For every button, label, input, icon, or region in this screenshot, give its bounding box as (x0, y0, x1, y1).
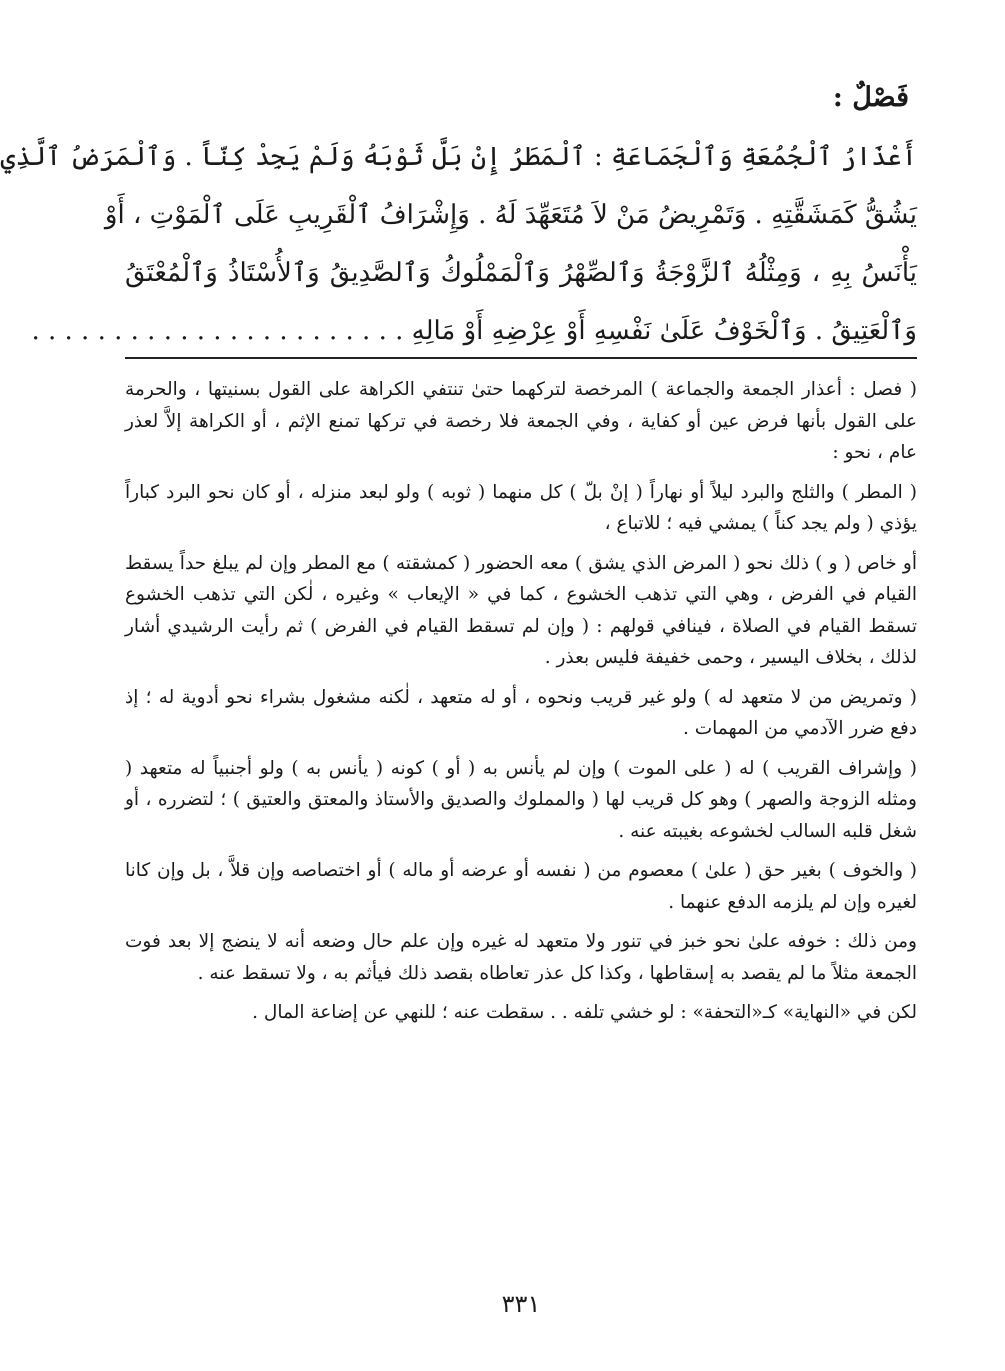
quoted-matn: يأنس به (306, 757, 369, 779)
commentary-text: ( (902, 481, 917, 503)
commentary-text: ومن ذلك : خوفه علىٰ نحو خبز في تنور ولا متعهد له غيره وإن علم حال وضعه أنه لا ينضج إلا بعد فوت الجمعة مثلاً ما لم يقصد به إسقاطها ، وكذا كل عذر تعاطاه بقصد ذلك فيأثم به ، ولا تسقط عنه . (125, 931, 917, 984)
commentary-text: ( (903, 860, 918, 881)
quoted-matn: والخوف (842, 860, 903, 881)
page-number: ٣٣١ (501, 1290, 541, 1318)
section-heading: فَصْلٌ : (832, 82, 909, 113)
matn-line-4: وَٱلْعَتِيقُ . وَٱلْخَوْفُ عَلَىٰ نَفْسِهِ أَوْ عِرْضِهِ أَوْ مَالِهِ . . . . . . . . . . . . . . . . . . . . . . . (31, 316, 917, 346)
commentary-text: ) له ( (716, 757, 777, 779)
commentary-text: ) ولو غير قريب ونحوه ، أو له متعهد ، لٰكنه مشغول بشراء نحو أدوية له ؛ إذ دفع ضرر الآدمي من المهمات . (125, 686, 917, 739)
quoted-matn: كمشقته (395, 552, 457, 574)
commentary-paragraph (125, 855, 917, 918)
matn-line-1: أَعْذَارُ ٱلْجُمُعَةِ وَٱلْجَمَاعَةِ : ٱلْمَطَرُ إِنْ بَلَّ ثَوْبَهُ وَلَمْ يَجِدْ كِنّاً . وَٱلْمَرَضُ ٱلَّذِي (0, 142, 917, 172)
commentary-paragraph (125, 997, 917, 1029)
commentary-text: ( (902, 379, 917, 400)
commentary-text: ) كل منهما ( (470, 481, 584, 503)
commentary-text: ) وإن لم يأنس به ( (460, 757, 629, 779)
commentary-text: ) يمشي فيه ؛ للاتباع ، (604, 513, 776, 534)
matn-line-3: يَأْنَسُ بِهِ ، وَمِثْلُهُ ٱلزَّوْجَةُ وَٱلصِّهْرُ وَٱلْمَمْلُوكُ وَٱلصَّدِيقُ وَٱلأُسْتَاذُ وَٱلْمُعْتَقُ (125, 258, 917, 288)
commentary-paragraph (125, 753, 917, 848)
quoted-matn: فصل : أعذار الجمعة والجماعة (665, 379, 903, 400)
quoted-matn: نفسه أو عرضه أو ماله (402, 860, 577, 881)
quoted-matn: علىٰ (704, 860, 738, 881)
commentary-text: لكن في «النهاية» كـ«التحفة» : لو خشي تلفه . . سقطت عنه ؛ للنهي عن إضاعة المال . (252, 1002, 917, 1023)
commentary-text: ) والثلج والبرد ليلاً أو نهاراً ( (628, 481, 856, 503)
commentary-text: ) المرخصة لتركهما حتىٰ تنتفي الكراهة على القول بسنيتها ، والحرمة على القول بأنها فرض عين أو كفاية ، وفي الجمعة فلا رخصة في تركها تمنع الإثم ، أو الكراهة إلاَّ لعذر عام ، نحو : (125, 379, 917, 463)
commentary-paragraph (125, 926, 917, 989)
quoted-matn: والمملوك والصديق والأستاذ والمعتق والعتيق (246, 789, 586, 810)
quoted-matn: إنْ بلّ (583, 481, 629, 503)
quoted-matn: وتمريض من لا متعهد له (718, 686, 903, 708)
commentary-text: أو خاص ( (837, 552, 918, 574)
commentary-paragraph (125, 374, 917, 469)
commentary-text: ) ولو أجنبياً له متعهد ( (125, 757, 307, 779)
commentary-text: ) مع المطر وإن لم يبلغ حداً يسقط القيام في الفرض ، وهي التي تذهب الخشوع ، كما في « الإيعاب » وغيره ، لٰكن التي تذهب الخشوع تسقط القيام في الصلاة ، فينافي قولهم : ( وإن لم تسقط القيام في الفرض ) ثم رأيت الرشيدي أشار لذلك ، بخلاف اليسير ، وحمى خفيفة فليس بعذر . (125, 552, 917, 668)
commentary-text: ) معه الحضور ( (456, 552, 589, 574)
quoted-matn: أو (446, 757, 461, 779)
commentary-paragraph (125, 682, 917, 745)
commentary-text: ) ذلك نحو ( (726, 552, 829, 574)
commentary-paragraph (125, 477, 917, 540)
quoted-matn: على الموت (628, 757, 717, 779)
commentary-paragraph (125, 548, 917, 674)
separator-rule (125, 357, 917, 359)
commentary-text: ) بغير حق ( (737, 860, 843, 881)
commentary-text: ) معصوم من ( (576, 860, 705, 881)
commentary-text: ) أو اختصاصه وإن قلاَّ ، بل وإن كانا لغيره وإن لم يلزمه الدفع عنهما . (125, 860, 917, 913)
quoted-matn: المطر (855, 481, 903, 503)
quoted-matn: و (828, 552, 838, 574)
matn-line-2: يَشُقُّ كَمَشَقَّتِهِ . وَتَمْرِيضُ مَنْ لاَ مُتَعَهِّدَ لَهُ . وَإِشْرَافُ ٱلْقَرِيبِ عَلَى ٱلْمَوْتِ ، أَوْ (104, 200, 917, 230)
commentary-text: ) ؛ لتضرره ، أو شغل قلبه السالب لخشوعه بغيبته عنه . (125, 789, 917, 842)
commentary-text: ( (902, 686, 917, 708)
commentary-text: ( (902, 757, 917, 779)
commentary-text: ) وهو كل قريب لها ( (585, 789, 758, 810)
quoted-matn: ومثله الزوجة والصهر (757, 789, 917, 810)
commentary (125, 374, 917, 1037)
quoted-matn: وإشراف القريب (776, 757, 903, 779)
commentary-text: ) كونه ( (368, 757, 447, 779)
commentary-text: ) ولو لبعد منزله ، أو كان نحو البرد كباراً يؤذي ( (125, 481, 917, 534)
quoted-matn: المرض الذي يشق (588, 552, 727, 574)
quoted-matn: ثوبه (441, 481, 471, 503)
quoted-matn: ولم يجد كناً (775, 513, 861, 534)
matn-text (0, 128, 917, 360)
